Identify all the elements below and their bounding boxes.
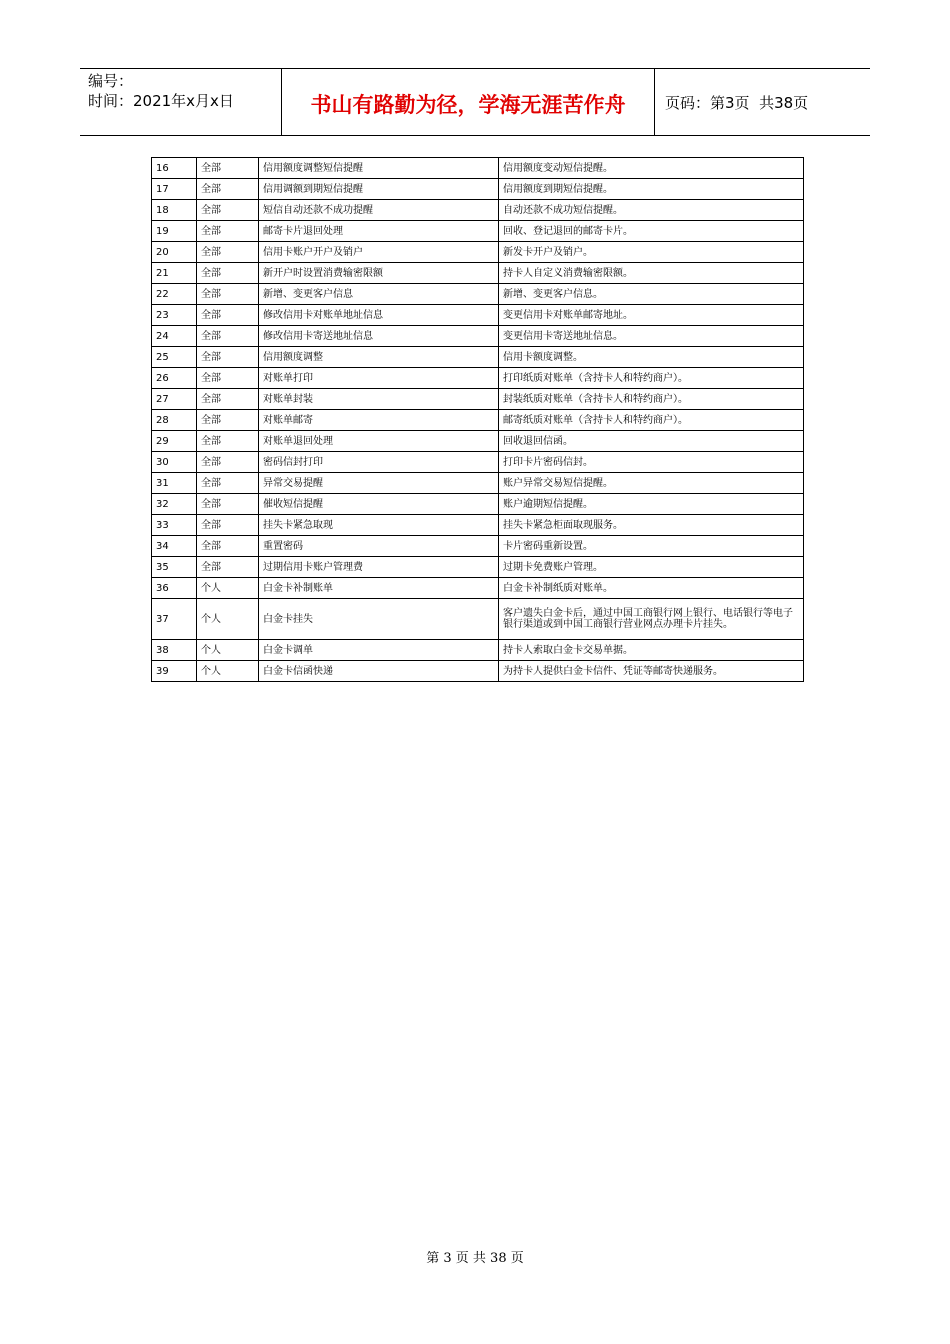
row-item-name: 催收短信提醒	[259, 494, 499, 515]
table-row	[152, 242, 804, 263]
row-number: 36	[152, 578, 197, 599]
row-item-name: 对账单退回处理	[259, 431, 499, 452]
row-scope: 全部	[197, 284, 259, 305]
row-scope: 全部	[197, 536, 259, 557]
row-item-name: 异常交易提醒	[259, 473, 499, 494]
row-description: 信用额度到期短信提醒。	[499, 179, 804, 200]
row-description: 打印纸质对账单（含持卡人和特约商户）。	[499, 368, 804, 389]
document-number-label: 编号：	[88, 72, 134, 90]
row-scope: 全部	[197, 200, 259, 221]
row-scope: 全部	[197, 515, 259, 536]
row-item-name: 白金卡挂失	[259, 599, 499, 640]
row-number: 35	[152, 557, 197, 578]
row-item-name: 对账单打印	[259, 368, 499, 389]
row-number: 29	[152, 431, 197, 452]
row-description: 变更信用卡对账单邮寄地址。	[499, 305, 804, 326]
row-scope: 全部	[197, 242, 259, 263]
row-number: 32	[152, 494, 197, 515]
row-description: 变更信用卡寄送地址信息。	[499, 326, 804, 347]
row-number: 20	[152, 242, 197, 263]
row-item-name: 邮寄卡片退回处理	[259, 221, 499, 242]
table-row	[152, 284, 804, 305]
row-number: 24	[152, 326, 197, 347]
row-item-name: 信用额度调整短信提醒	[259, 158, 499, 179]
row-description: 为持卡人提供白金卡信件、凭证等邮寄快递服务。	[499, 661, 804, 682]
row-description: 封装纸质对账单（含持卡人和特约商户）。	[499, 389, 804, 410]
row-number: 33	[152, 515, 197, 536]
row-description: 邮寄纸质对账单（含持卡人和特约商户）。	[499, 410, 804, 431]
row-scope: 全部	[197, 305, 259, 326]
table-row	[152, 578, 804, 599]
row-description: 新发卡开户及销户。	[499, 242, 804, 263]
row-description: 白金卡补制纸质对账单。	[499, 578, 804, 599]
row-scope: 全部	[197, 347, 259, 368]
table-row	[152, 200, 804, 221]
row-item-name: 对账单邮寄	[259, 410, 499, 431]
row-number: 25	[152, 347, 197, 368]
row-scope: 个人	[197, 578, 259, 599]
row-description: 挂失卡紧急柜面取现服务。	[499, 515, 804, 536]
row-scope: 个人	[197, 599, 259, 640]
row-item-name: 修改信用卡寄送地址信息	[259, 326, 499, 347]
row-description: 客户遗失白金卡后，通过中国工商银行网上银行、电话银行等电子银行渠道或到中国工商银行营业网点办理卡片挂失。	[499, 599, 804, 640]
page-header	[80, 68, 870, 136]
row-description: 回收退回信函。	[499, 431, 804, 452]
row-scope: 全部	[197, 368, 259, 389]
row-number: 27	[152, 389, 197, 410]
row-description: 信用卡额度调整。	[499, 347, 804, 368]
row-scope: 全部	[197, 494, 259, 515]
row-item-name: 挂失卡紧急取现	[259, 515, 499, 536]
table-row	[152, 599, 804, 640]
row-item-name: 短信自动还款不成功提醒	[259, 200, 499, 221]
row-description: 回收、登记退回的邮寄卡片。	[499, 221, 804, 242]
row-scope: 全部	[197, 431, 259, 452]
row-description: 信用额度变动短信提醒。	[499, 158, 804, 179]
row-scope: 全部	[197, 389, 259, 410]
row-scope: 全部	[197, 326, 259, 347]
row-number: 31	[152, 473, 197, 494]
row-scope: 个人	[197, 640, 259, 661]
header-page-label: 页码：第3页 共38页	[665, 93, 809, 112]
table-row	[152, 389, 804, 410]
row-scope: 全部	[197, 473, 259, 494]
row-number: 30	[152, 452, 197, 473]
row-item-name: 信用调额到期短信提醒	[259, 179, 499, 200]
row-description: 新增、变更客户信息。	[499, 284, 804, 305]
table-row	[152, 347, 804, 368]
row-number: 38	[152, 640, 197, 661]
row-number: 23	[152, 305, 197, 326]
row-item-name: 密码信封打印	[259, 452, 499, 473]
table-row	[152, 221, 804, 242]
row-scope: 全部	[197, 221, 259, 242]
table-row	[152, 410, 804, 431]
table-row	[152, 473, 804, 494]
row-description: 自动还款不成功短信提醒。	[499, 200, 804, 221]
row-scope: 全部	[197, 263, 259, 284]
row-description: 卡片密码重新设置。	[499, 536, 804, 557]
row-number: 16	[152, 158, 197, 179]
row-number: 37	[152, 599, 197, 640]
service-items-table	[151, 157, 804, 682]
header-meta	[80, 69, 282, 135]
table-row	[152, 536, 804, 557]
row-number: 28	[152, 410, 197, 431]
row-description: 账户异常交易短信提醒。	[499, 473, 804, 494]
row-number: 21	[152, 263, 197, 284]
table-row	[152, 263, 804, 284]
row-number: 19	[152, 221, 197, 242]
row-item-name: 新开户时设置消费输密限额	[259, 263, 499, 284]
row-description: 过期卡免费账户管理。	[499, 557, 804, 578]
row-number: 39	[152, 661, 197, 682]
page-footer	[0, 1247, 950, 1266]
footer-page-number: 第 3 页 共 38 页	[426, 1251, 524, 1266]
row-item-name: 白金卡补制账单	[259, 578, 499, 599]
row-scope: 全部	[197, 557, 259, 578]
row-item-name: 白金卡信函快递	[259, 661, 499, 682]
table-row	[152, 158, 804, 179]
row-item-name: 信用额度调整	[259, 347, 499, 368]
document-time-label: 时间：2021年x月x日	[88, 92, 234, 110]
row-number: 26	[152, 368, 197, 389]
row-description: 持卡人索取白金卡交易单据。	[499, 640, 804, 661]
row-number: 22	[152, 284, 197, 305]
row-number: 18	[152, 200, 197, 221]
row-item-name: 新增、变更客户信息	[259, 284, 499, 305]
row-item-name: 信用卡账户开户及销户	[259, 242, 499, 263]
table-row	[152, 452, 804, 473]
table-row	[152, 661, 804, 682]
table-row	[152, 368, 804, 389]
header-motto: 书山有路勤为径，学海无涯苦作舟	[282, 69, 655, 135]
row-item-name: 过期信用卡账户管理费	[259, 557, 499, 578]
table-row	[152, 179, 804, 200]
table-row	[152, 640, 804, 661]
row-scope: 个人	[197, 661, 259, 682]
row-item-name: 修改信用卡对账单地址信息	[259, 305, 499, 326]
row-scope: 全部	[197, 452, 259, 473]
row-scope: 全部	[197, 410, 259, 431]
header-page-info	[655, 69, 870, 135]
row-description: 打印卡片密码信封。	[499, 452, 804, 473]
table-row	[152, 557, 804, 578]
row-item-name: 白金卡调单	[259, 640, 499, 661]
table-row	[152, 515, 804, 536]
table-row	[152, 494, 804, 515]
table-row	[152, 305, 804, 326]
row-number: 17	[152, 179, 197, 200]
row-number: 34	[152, 536, 197, 557]
row-scope: 全部	[197, 179, 259, 200]
row-item-name: 重置密码	[259, 536, 499, 557]
table-row	[152, 326, 804, 347]
row-item-name: 对账单封装	[259, 389, 499, 410]
table-row	[152, 431, 804, 452]
row-description: 账户逾期短信提醒。	[499, 494, 804, 515]
service-items-body	[152, 158, 804, 682]
row-description: 持卡人自定义消费输密限额。	[499, 263, 804, 284]
row-scope: 全部	[197, 158, 259, 179]
